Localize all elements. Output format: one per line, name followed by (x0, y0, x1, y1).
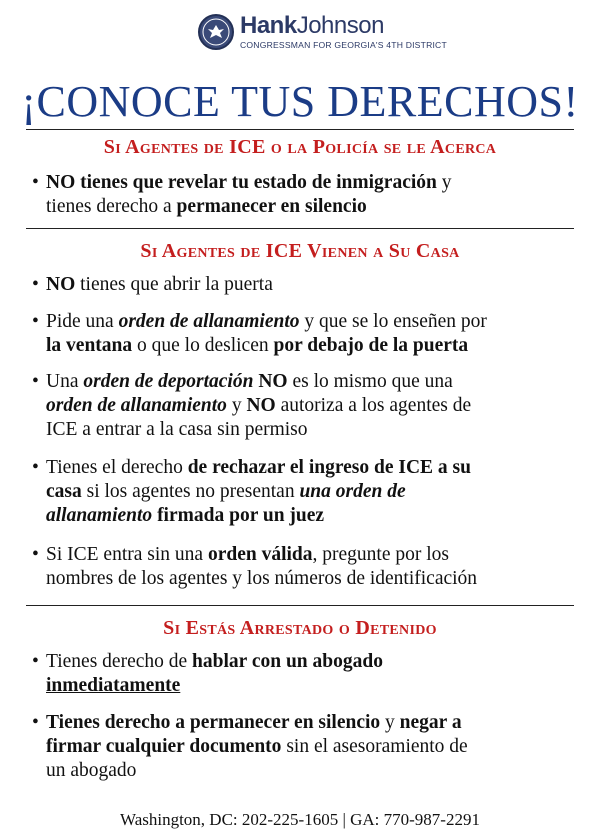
bullet-icon: • (32, 651, 39, 672)
bold-text: orden válida (207, 544, 313, 565)
bold-italic-text: orden de allanamiento (46, 395, 227, 416)
bullet-icon: • (32, 457, 39, 478)
section-heading-ice-police: Si Agentes de ICE o la Policía se le Acerca (103, 136, 497, 158)
logo-last: Johnson (296, 12, 384, 39)
page-title: ¡CONOCE TUS DERECHOS! (21, 77, 579, 126)
bold-italic-text: una orden de (299, 481, 406, 502)
text: un abogado (46, 760, 137, 781)
bullet-icon: • (32, 544, 39, 565)
logo (198, 12, 447, 58)
bullet-icon: • (32, 172, 39, 193)
logo-subtitle: CONGRESSMAN FOR GEORGIA'S 4TH DISTRICT (240, 40, 447, 50)
text: nombres de los agentes y los números de identificación (46, 568, 478, 589)
text: y (436, 172, 452, 193)
text: si los agentes no presentan (81, 481, 300, 502)
text: Pide una (46, 311, 119, 332)
bold-text: casa (46, 481, 82, 502)
text: Si ICE entra sin una (46, 544, 208, 565)
text: ICE a entrar a la casa sin permiso (46, 419, 308, 440)
text: Una (46, 371, 84, 392)
text: tienes que abrir la puerta (75, 274, 273, 295)
divider (26, 605, 574, 606)
text: tienes derecho a (46, 196, 177, 217)
bold-text: NO tienes que revelar tu estado de inmigración (46, 172, 437, 193)
text: autoriza a los agentes de (275, 395, 472, 416)
footer-contact: Washington, DC: 202-225-1605 | GA: 770-987-2291 (120, 810, 480, 829)
bold-text: hablar con un abogado (192, 651, 383, 672)
section-heading-ice-home: Si Agentes de ICE Vienen a Su Casa (140, 240, 460, 262)
text: es lo mismo que una (287, 371, 453, 392)
bold-text: negar a (399, 712, 462, 733)
divider (26, 129, 574, 130)
bold-text: de rechazar el ingreso de ICE a su (187, 457, 471, 478)
logo-first: Hank (240, 12, 297, 39)
bold-text: firmada por un juez (152, 505, 325, 526)
bold-text: NO (246, 395, 276, 416)
bold-text: NO (46, 274, 76, 295)
section-heading-arrested: Si Estás Arrestado o Detenido (163, 617, 437, 639)
bold-text: Tienes derecho a permanecer en silencio (46, 712, 381, 733)
text: Tienes el derecho (46, 457, 188, 478)
text: y (380, 712, 400, 733)
text: Tienes derecho de (46, 651, 193, 672)
bold-italic-text: allanamiento (46, 505, 153, 526)
bullet-icon: • (32, 274, 39, 295)
bullet-icon: • (32, 712, 39, 733)
text: sin el asesoramiento de (281, 736, 468, 757)
bullet-icon: • (32, 311, 39, 332)
underlined-bold-text: inmediatamente (46, 675, 181, 696)
text: o que lo deslicen (132, 335, 274, 356)
divider (26, 228, 574, 229)
congressional-seal-icon (198, 14, 234, 50)
bold-text: firmar cualquier documento (46, 736, 282, 757)
logo-name (240, 12, 384, 40)
text: y que se lo enseñen por (299, 311, 487, 332)
bold-text: NO (253, 371, 288, 392)
bold-text: por debajo de la puerta (273, 335, 469, 356)
bullet-icon: • (32, 371, 39, 392)
bold-text: permanecer en silencio (176, 196, 367, 217)
text: , pregunte por los (312, 544, 449, 565)
bold-text: la ventana (46, 335, 133, 356)
bold-italic-text: orden de deportación (83, 371, 254, 392)
bold-italic-text: orden de allanamiento (118, 311, 300, 332)
text: y (226, 395, 247, 416)
